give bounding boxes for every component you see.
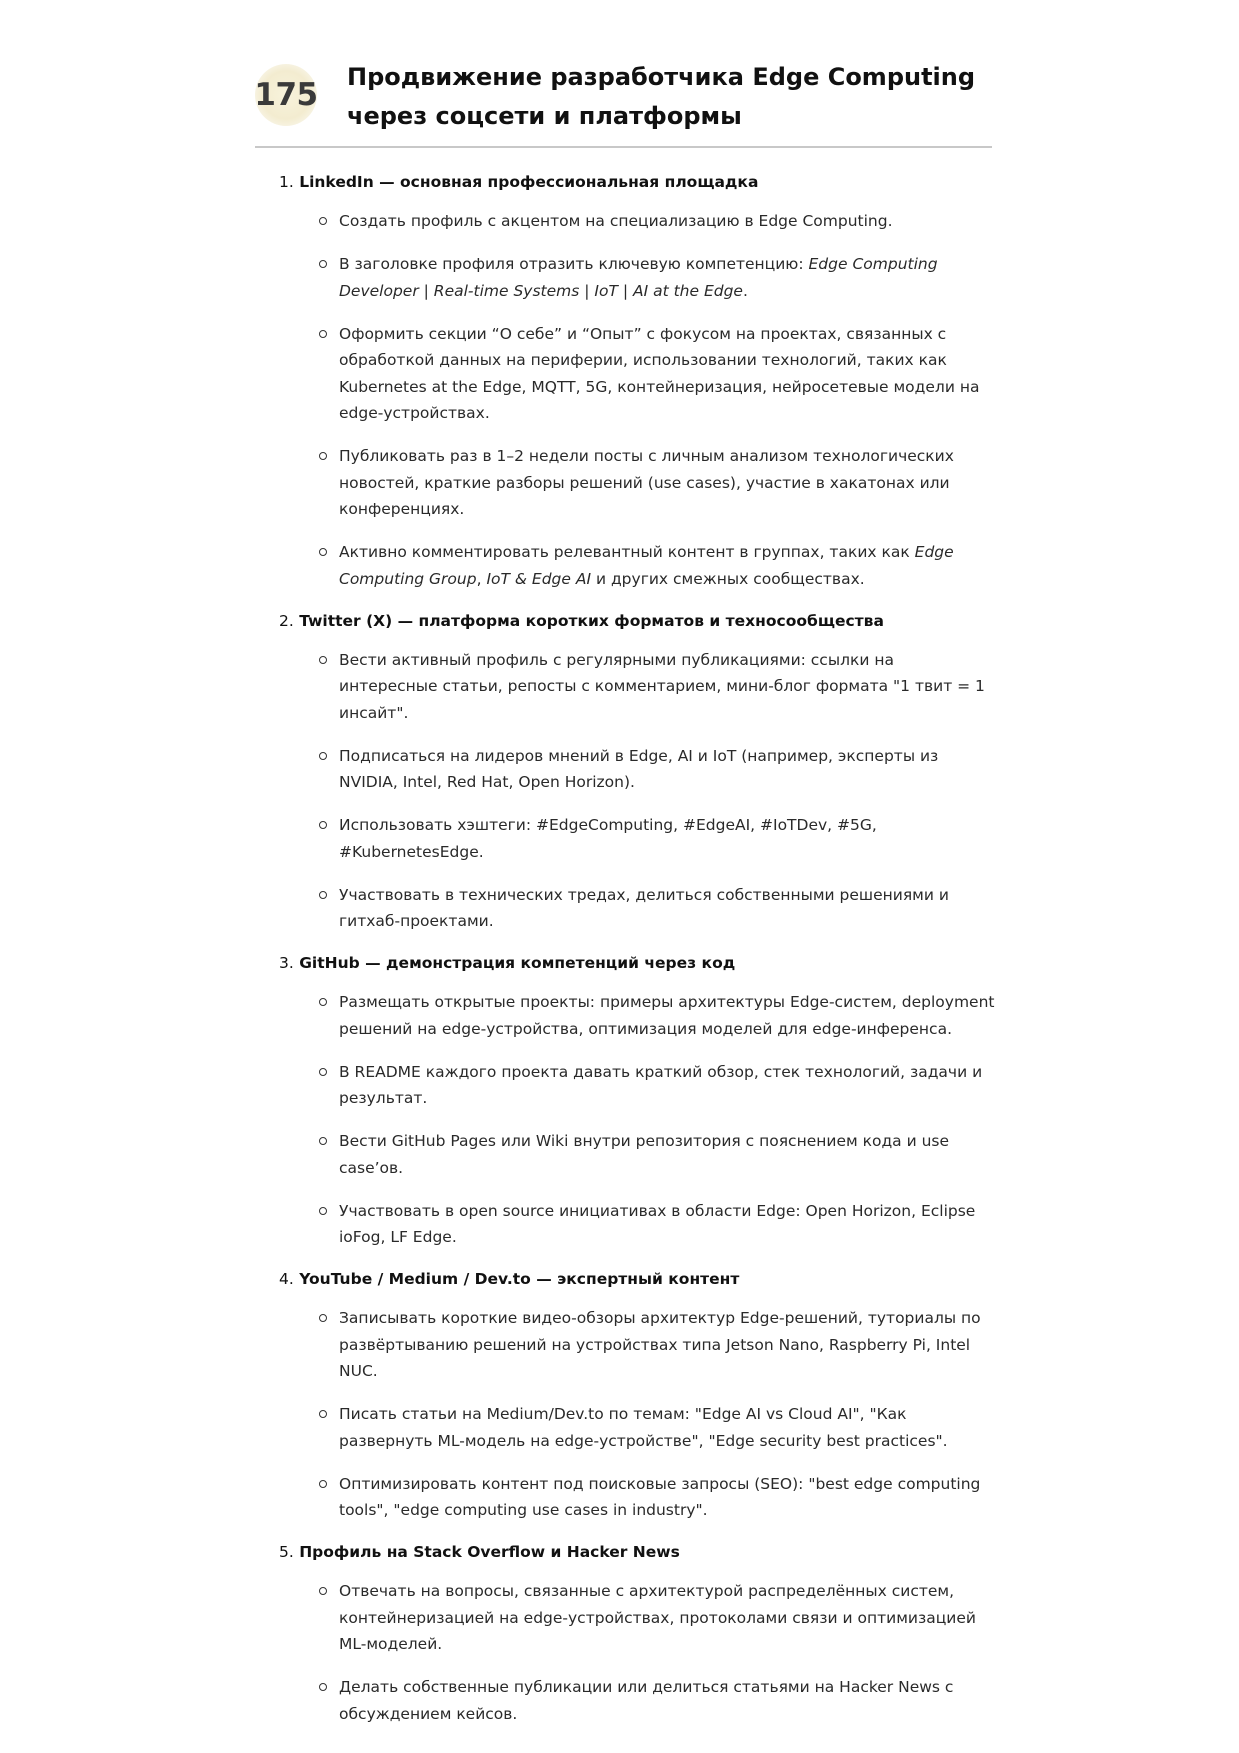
document-body	[279, 170, 995, 1744]
circle-bullet-icon	[319, 330, 327, 338]
list-item: Участвовать в технических тредах, делиться собственными решениями и гитхаб-проектами.	[279, 882, 995, 935]
section-twitter	[279, 609, 995, 935]
circle-bullet-icon	[319, 656, 327, 664]
list-item: Вести активный профиль с регулярными публикациями: ссылки на интересные статьи, репосты с комментарием, мини-блог формата "1 твит = 1 инсайт".	[279, 647, 995, 727]
circle-bullet-icon	[319, 1587, 327, 1595]
list-item: Вести GitHub Pages или Wiki внутри репозитория с пояснением кода и use case’ов.	[279, 1128, 995, 1181]
section-title-text: YouTube / Medium / Dev.to — экспертный контент	[299, 1270, 740, 1288]
section-number: 2.	[279, 611, 294, 630]
circle-bullet-icon	[319, 548, 327, 556]
circle-bullet-icon	[319, 1314, 327, 1322]
section-title-text: Twitter (X) — платформа коротких форматов и техносообщества	[299, 611, 884, 630]
section-title-text: Профиль на Stack Overflow и Hacker News	[299, 1543, 680, 1561]
list-item: Активно комментировать релевантный контент в группах, таких как Edge Computing Group, IoT & Edge AI и других смежных сообществах.	[279, 539, 995, 592]
section-number: 4.	[279, 1270, 294, 1288]
list-item: Записывать короткие видео-обзоры архитектур Edge-решений, туториалы по развёртыванию решений на устройствах типа Jetson Nano, Raspberry Pi, Intel NUC.	[279, 1305, 995, 1385]
section-heading	[279, 1267, 995, 1291]
list-item: В заголовке профиля отразить ключевую компетенцию: Edge Computing Developer | Real-time Systems | IoT | AI at the Edge.	[279, 251, 995, 304]
section-title-text: GitHub — демонстрация компетенций через код	[299, 954, 736, 972]
emphasis-text: Edge Computing Developer | Real-time Systems | IoT | AI at the Edge	[339, 255, 938, 300]
bullet-list	[279, 1578, 995, 1727]
circle-bullet-icon	[319, 1207, 327, 1215]
list-item: Публиковать раз в 1–2 недели посты с личным анализом технологических новостей, краткие разборы решений (use cases), участие в хакатонах или конференциях.	[279, 443, 995, 523]
section-title-text: LinkedIn — основная профессиональная площадка	[299, 173, 759, 191]
circle-bullet-icon	[319, 217, 327, 225]
list-item: Делать собственные публикации или делиться статьями на Hacker News с обсуждением кейсов.	[279, 1674, 995, 1727]
bullet-list	[279, 989, 995, 1251]
circle-bullet-icon	[319, 1410, 327, 1418]
section-number: 1.	[279, 173, 294, 191]
circle-bullet-icon	[319, 998, 327, 1006]
section-heading	[279, 1540, 995, 1564]
page-header	[255, 58, 992, 148]
circle-bullet-icon	[319, 752, 327, 760]
circle-bullet-icon	[319, 821, 327, 829]
section-heading	[279, 609, 995, 633]
section-heading	[279, 951, 995, 975]
section-linkedin	[279, 170, 995, 592]
section-github	[279, 951, 995, 1251]
bullet-list	[279, 208, 995, 592]
list-item: Размещать открытые проекты: примеры архитектуры Edge-систем, deployment решений на edge-устройства, оптимизация моделей для edge-инференса.	[279, 989, 995, 1042]
section-number: 5.	[279, 1543, 294, 1561]
circle-bullet-icon	[319, 1068, 327, 1076]
circle-bullet-icon	[319, 452, 327, 460]
circle-bullet-icon	[319, 1137, 327, 1145]
page-number-badge: 175	[255, 64, 317, 126]
circle-bullet-icon	[319, 1683, 327, 1691]
list-item: Создать профиль с акцентом на специализацию в Edge Computing.	[279, 208, 995, 235]
list-item: Оформить секции “О себе” и “Опыт” с фокусом на проектах, связанных с обработкой данных на периферии, использовании технологий, таких как Kubernetes at the Edge, MQTT, 5G, контейнеризация, нейросетевые модели на edge-устройствах.	[279, 321, 995, 427]
emphasis-text: IoT & Edge AI	[486, 569, 592, 588]
list-item: Писать статьи на Medium/Dev.to по темам: "Edge AI vs Cloud AI", "Как развернуть ML-модель на edge-устройстве", "Edge security best practices".	[279, 1401, 995, 1454]
list-item: Участвовать в open source инициативах в области Edge: Open Horizon, Eclipse ioFog, LF Edge.	[279, 1198, 995, 1251]
list-item: Оптимизировать контент под поисковые запросы (SEO): "best edge computing tools", "edge computing use cases in industry".	[279, 1471, 995, 1524]
bullet-list	[279, 1305, 995, 1524]
circle-bullet-icon	[319, 1480, 327, 1488]
section-number: 3.	[279, 954, 294, 972]
list-item: Использовать хэштеги: #EdgeComputing, #EdgeAI, #IoTDev, #5G, #KubernetesEdge.	[279, 812, 995, 865]
emphasis-text: Edge Computing Group	[339, 543, 954, 588]
section-stackoverflow-hn	[279, 1540, 995, 1727]
section-heading	[279, 170, 995, 194]
list-item: Подписаться на лидеров мнений в Edge, AI и IoT (например, эксперты из NVIDIA, Intel, Red Hat, Open Horizon).	[279, 743, 995, 796]
circle-bullet-icon	[319, 891, 327, 899]
section-youtube-medium	[279, 1267, 995, 1524]
bullet-list	[279, 647, 995, 935]
list-item: Отвечать на вопросы, связанные с архитектурой распределённых систем, контейнеризацией на edge-устройствах, протоколами связи и оптимизацией ML-моделей.	[279, 1578, 995, 1658]
circle-bullet-icon	[319, 260, 327, 268]
page-title: Продвижение разработчика Edge Computing через соцсети и платформы	[347, 63, 976, 130]
list-item: В README каждого проекта давать краткий обзор, стек технологий, задачи и результат.	[279, 1059, 995, 1112]
